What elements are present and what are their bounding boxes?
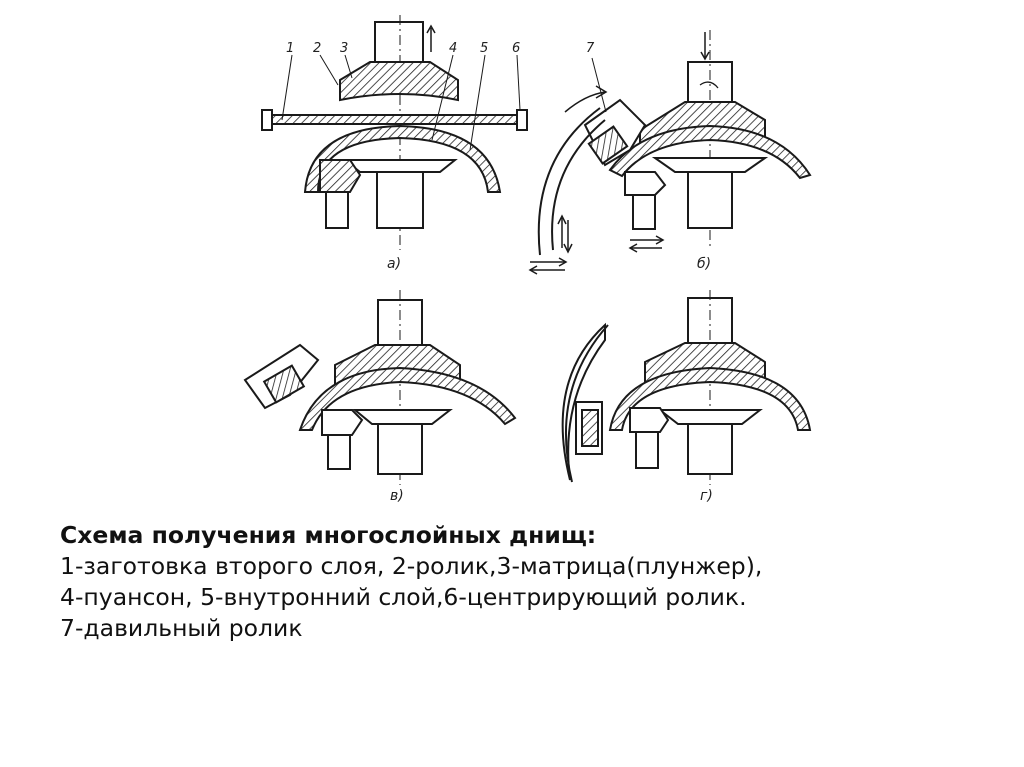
scheme-b <box>530 30 810 274</box>
caption-line-1: 1-заготовка второго слоя, 2-ролик,3-матрица(плунжер), <box>60 552 763 580</box>
label-3: 3 <box>340 41 349 56</box>
caption-block <box>60 520 980 644</box>
label-1: 1 <box>286 41 295 56</box>
label-7: 7 <box>586 41 595 56</box>
label-2: 2 <box>313 41 322 56</box>
label-4: 4 <box>449 41 458 56</box>
subfigure-g-label: г) <box>700 488 713 504</box>
caption-line-3: 7-давильный ролик <box>60 614 303 642</box>
label-5: 5 <box>480 41 489 56</box>
caption-line-2: 4-пуансон, 5-внутронний слой,6-центрирующий ролик. <box>60 583 747 611</box>
scheme-g <box>563 290 810 485</box>
subfigure-a-label: а) <box>387 256 402 272</box>
label-6: 6 <box>512 41 521 56</box>
subfigure-v-label: в) <box>390 488 404 504</box>
caption-title: Схема получения многослойных днищ: <box>60 521 597 549</box>
scheme-v <box>245 290 515 485</box>
subfigure-b-label: б) <box>697 256 712 272</box>
